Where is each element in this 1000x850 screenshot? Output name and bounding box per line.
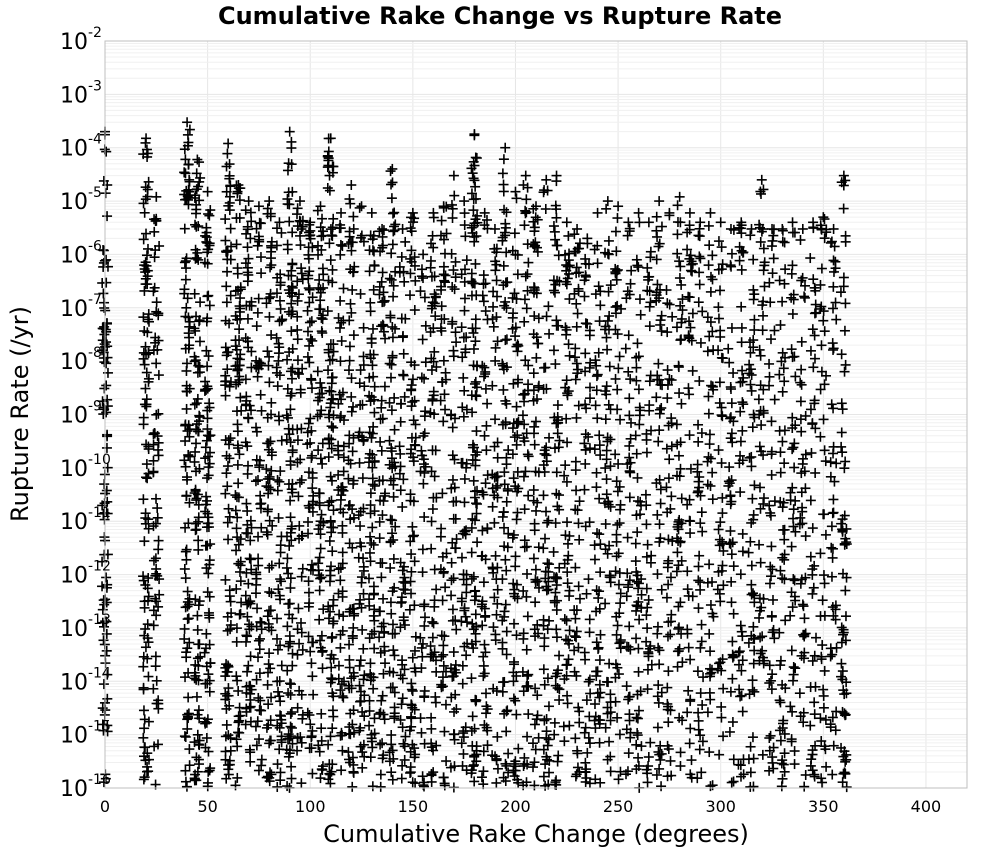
- y-tick-base: 10: [60, 190, 88, 216]
- x-tick-label: 50: [197, 797, 218, 816]
- y-tick-base: 10: [60, 30, 88, 55]
- y-tick-exponent: -6: [88, 238, 102, 255]
- y-tick-exponent: -8: [88, 345, 102, 362]
- y-tick-base: 10: [60, 563, 88, 589]
- y-tick-base: 10: [60, 83, 88, 109]
- y-tick-base: 10: [60, 136, 88, 162]
- chart-title: Cumulative Rake Change vs Rupture Rate: [217, 2, 783, 30]
- y-tick-base: 10: [60, 616, 88, 642]
- y-tick-base: 10: [60, 510, 88, 536]
- y-tick-exponent: -10: [88, 451, 111, 468]
- y-tick-exponent: -11: [88, 505, 111, 522]
- x-tick-label: 100: [294, 797, 326, 816]
- y-tick-exponent: -15: [88, 718, 111, 735]
- x-tick-label: 0: [99, 797, 111, 816]
- y-tick-exponent: -2: [88, 25, 102, 41]
- y-tick-base: 10: [60, 350, 88, 376]
- y-tick-base: 10: [60, 296, 88, 322]
- y-tick-exponent: -7: [88, 291, 102, 308]
- y-tick-base: 10: [60, 243, 88, 269]
- x-tick-label: 300: [705, 797, 736, 816]
- y-axis-label: Rupture Rate (/yr): [6, 306, 34, 522]
- y-tick-base: 10: [60, 456, 88, 482]
- x-tick-label: 200: [500, 797, 531, 816]
- y-tick-exponent: -14: [88, 665, 111, 682]
- y-tick-exponent: -13: [88, 611, 111, 628]
- x-tick-label: 250: [602, 797, 634, 816]
- y-tick-base: 10: [60, 403, 88, 429]
- x-tick-label: 150: [397, 797, 429, 816]
- y-tick-exponent: -5: [88, 185, 102, 202]
- y-tick-base: 10: [60, 723, 88, 749]
- y-tick-exponent: -12: [88, 558, 111, 575]
- x-tick-label: 400: [910, 797, 942, 816]
- y-tick-exponent: -3: [88, 78, 102, 95]
- y-tick-exponent: -4: [88, 131, 102, 148]
- y-tick-exponent: -9: [88, 398, 102, 415]
- x-axis-label: Cumulative Rake Change (degrees): [323, 820, 749, 848]
- x-tick-label: 350: [808, 797, 839, 816]
- y-tick-base: 10: [60, 670, 88, 696]
- y-tick-exponent: -16: [88, 772, 111, 788]
- y-tick-base: 10: [60, 777, 88, 802]
